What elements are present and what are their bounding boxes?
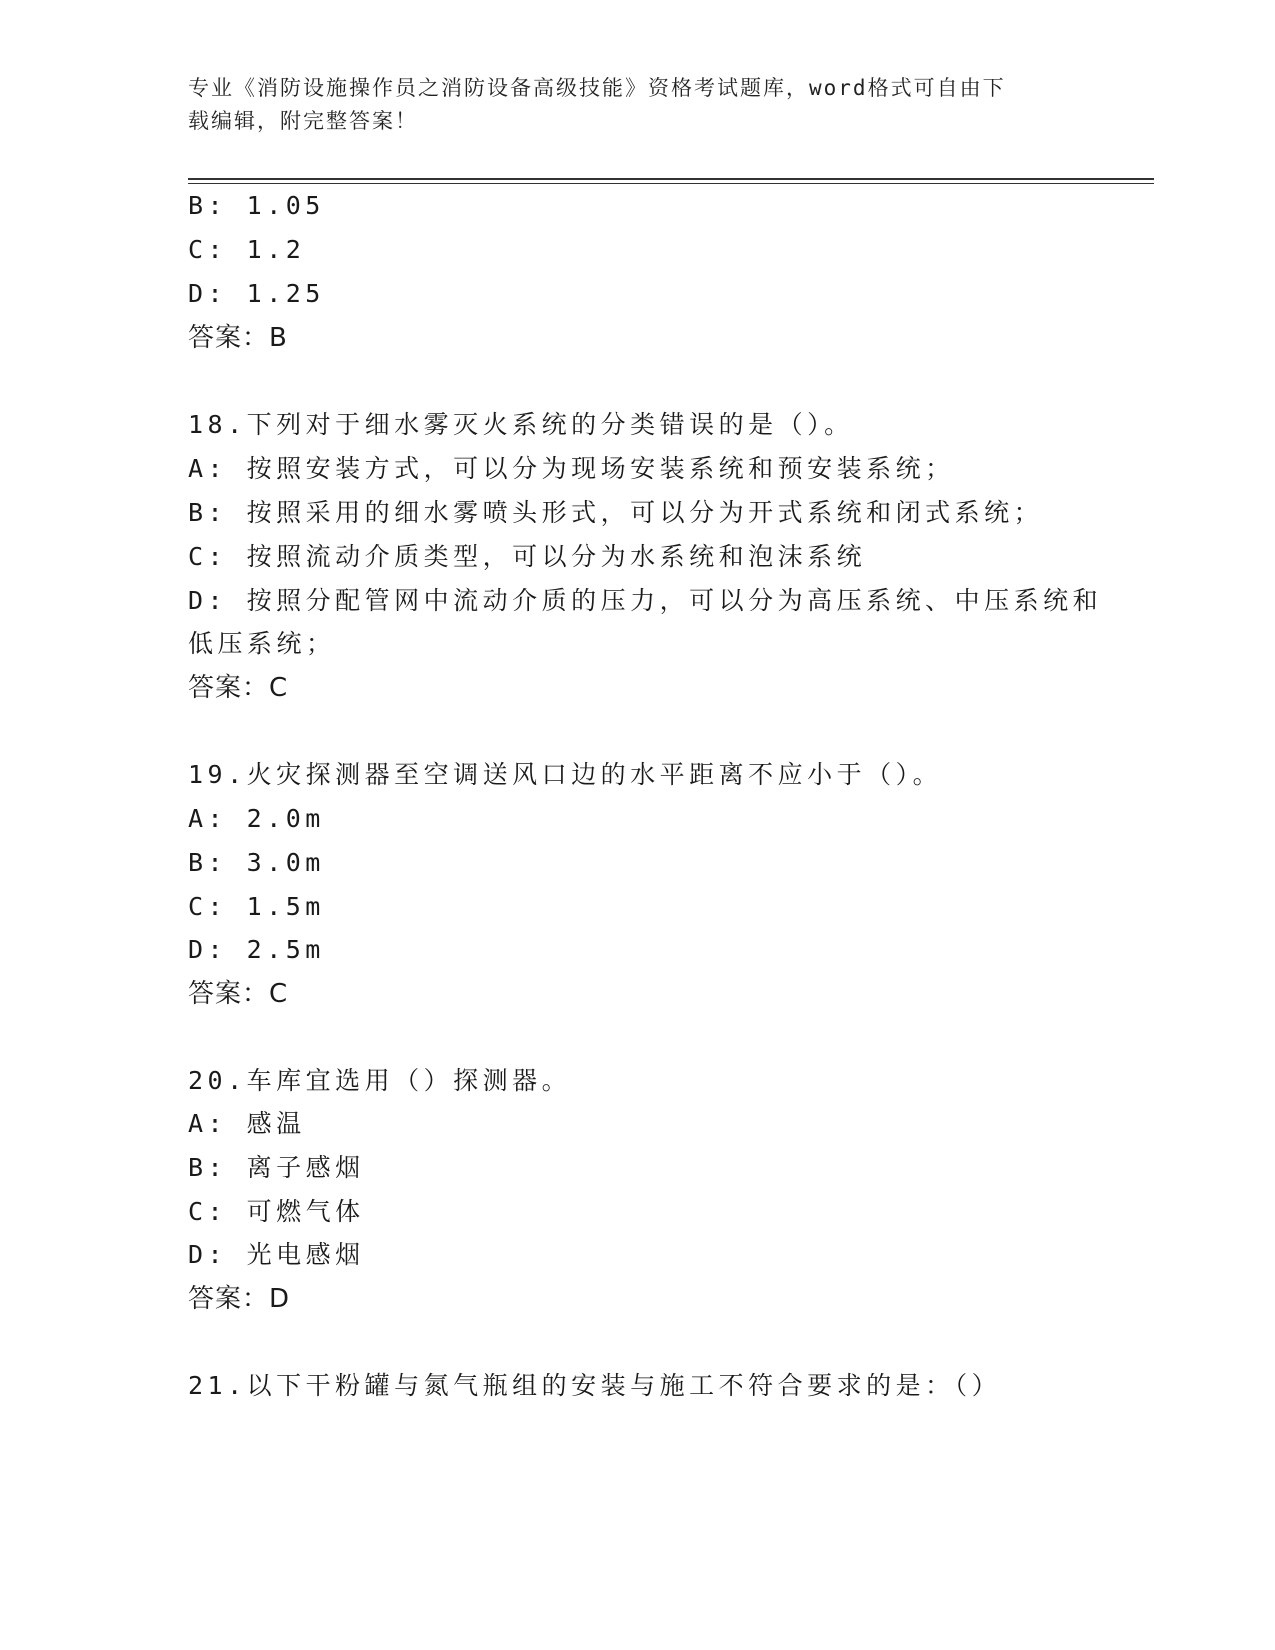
q18-option-b: B: 按照采用的细水雾喷头形式，可以分为开式系统和闭式系统；	[188, 498, 1044, 527]
q18-option-d: D: 按照分配管网中流动介质的压力，可以分为高压系统、中压系统和	[188, 586, 1103, 615]
q19-option-a: A: 2.0m	[188, 804, 325, 833]
q19-option-d: D: 2.5m	[188, 935, 325, 964]
q19-answer: 答案：C	[188, 979, 289, 1009]
q18-stem: 18.下列对于细水雾灭火系统的分类错误的是（）。	[188, 410, 854, 439]
header-line-1: 专业《消防设施操作员之消防设备高级技能》资格考试题库，word格式可自由下	[188, 76, 1006, 100]
q17-answer: 答案：B	[188, 323, 288, 353]
q19-stem: 19.火灾探测器至空调送风口边的水平距离不应小于（）。	[188, 760, 943, 789]
q20-option-c: C: 可燃气体	[188, 1197, 365, 1226]
q18-option-c: C: 按照流动介质类型，可以分为水系统和泡沫系统	[188, 542, 867, 571]
q20-option-b: B: 离子感烟	[188, 1153, 365, 1182]
header-line-2: 载编辑，附完整答案！	[188, 109, 418, 133]
header-rule-thin	[188, 183, 1154, 184]
q20-stem: 20.车库宜选用（）探测器。	[188, 1066, 572, 1095]
q19-option-c: C: 1.5m	[188, 892, 325, 921]
q17-option-c: C: 1.2	[188, 235, 306, 264]
q20-option-a: A: 感温	[188, 1109, 306, 1138]
q19-option-b: B: 3.0m	[188, 848, 325, 877]
q20-option-d: D: 光电感烟	[188, 1240, 365, 1269]
document-header	[188, 72, 1088, 138]
header-rule-thick	[188, 178, 1154, 180]
q18-answer: 答案：C	[188, 673, 289, 703]
q17-option-b: B: 1.05	[188, 191, 325, 220]
q18-option-a: A: 按照安装方式，可以分为现场安装系统和预安装系统；	[188, 454, 955, 483]
q20-answer: 答案：D	[188, 1284, 291, 1314]
q18-option-d-continued: 低压系统；	[188, 629, 336, 658]
q21-stem: 21.以下干粉罐与氮气瓶组的安装与施工不符合要求的是：（）	[188, 1371, 1002, 1400]
q17-option-d: D: 1.25	[188, 279, 325, 308]
